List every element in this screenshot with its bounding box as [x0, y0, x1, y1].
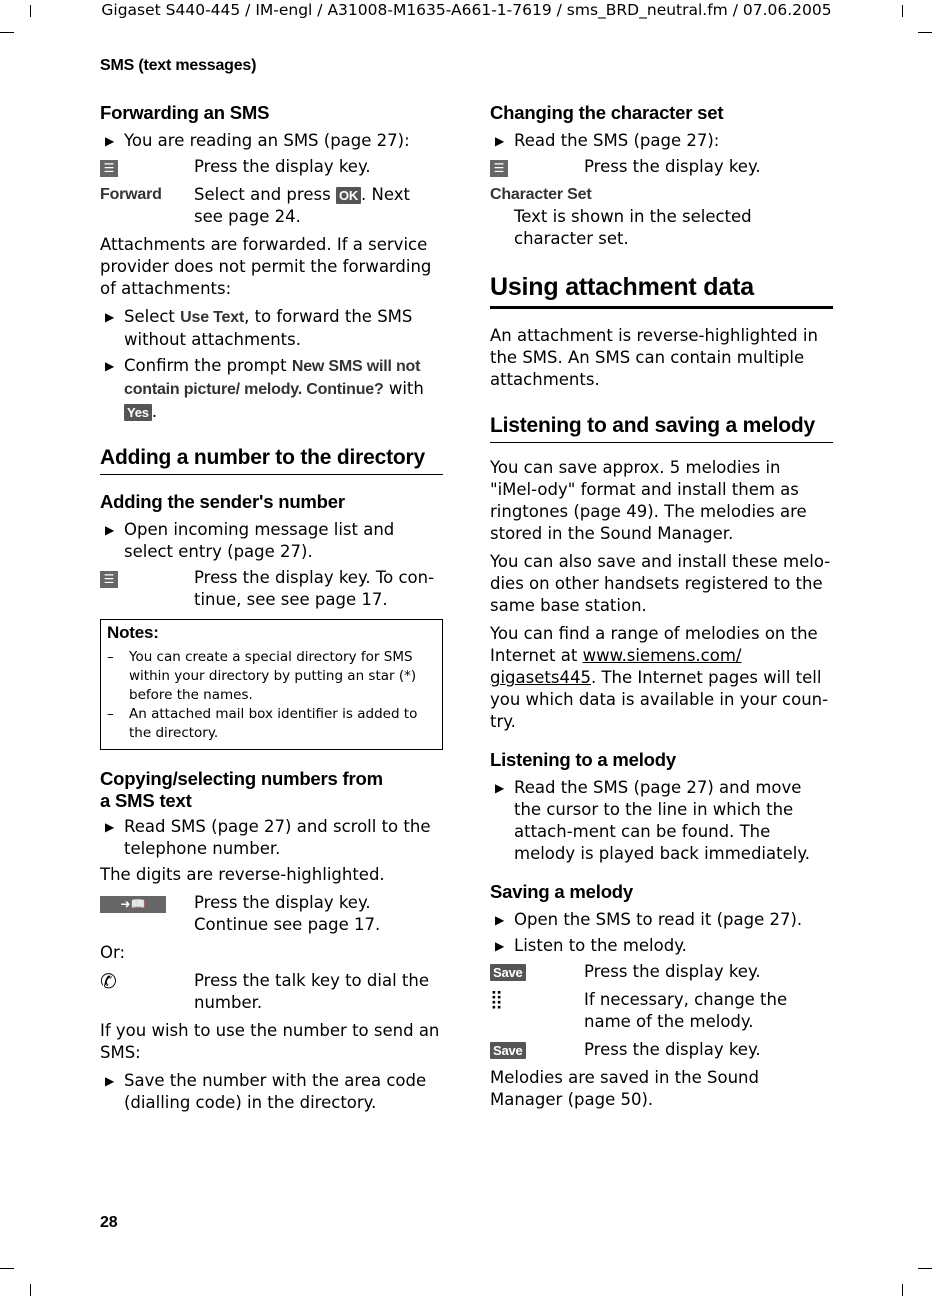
- key-row: ☰ Press the display key.: [490, 156, 833, 178]
- key-row: ☰ Press the display key. To con-tinue, see see page 17.: [100, 567, 443, 611]
- key-row: Save Press the display key.: [490, 961, 833, 983]
- section-title: Forwarding an SMS: [100, 102, 270, 123]
- section-heading: Listening to and saving a melody: [490, 411, 833, 443]
- key-row: ⣿ If necessary, change the name of the melody.: [490, 989, 788, 1031]
- menu-label: Character Set: [490, 186, 592, 203]
- section-title: Changing the character set: [490, 102, 724, 123]
- section-heading: Adding a number to the directory: [100, 443, 443, 475]
- menu-key-icon: ☰: [100, 160, 118, 177]
- page-number: 28: [100, 1214, 118, 1231]
- key-row: Forward Select and press OK . Next see page 24.: [100, 185, 410, 226]
- arrow-icon: ▶: [495, 939, 505, 953]
- paragraph: Attachments are forwarded. If a service provider does not permit the forwarding of attachments:: [100, 235, 432, 298]
- key-row: Save Press the display key.: [490, 1039, 833, 1061]
- menu-label: Forward: [100, 186, 162, 203]
- crop-mark: [0, 32, 14, 33]
- arrow-icon: ▶: [105, 134, 115, 148]
- yes-key: Yes: [124, 404, 152, 421]
- subsection-title: Saving a melody: [490, 881, 633, 902]
- paragraph: Text is shown in the selected character set.: [514, 207, 752, 248]
- siemens-link[interactable]: www.siemens.com/ gigasets445: [490, 646, 742, 687]
- paragraph: If you wish to use the number to send an SMS:: [100, 1021, 440, 1062]
- notes-box: Notes: – You can create a special directory for SMS within your directory by putting an star (*) before the names. – An attached mail box identifier is added to the directory.: [100, 619, 443, 750]
- bullet: ▶ Confirm the prompt New SMS will not contain picture/ melody. Continue? with Yes .: [105, 356, 424, 421]
- paragraph: An attachment is reverse-highlighted in the SMS. An SMS can contain multiple attachments.: [490, 326, 818, 389]
- bullet: ▶ Read the SMS (page 27):: [495, 131, 720, 150]
- subsection-title: Copying/selecting numbers from a SMS text: [100, 768, 383, 811]
- arrow-icon: ▶: [105, 359, 115, 373]
- crop-mark: [30, 1284, 31, 1296]
- paragraph: You can also save and install these melo-dies on other handsets registered to the same base station.: [490, 552, 831, 615]
- crop-mark: [918, 32, 932, 33]
- arrow-icon: ▶: [105, 310, 115, 324]
- paragraph: Or:: [100, 943, 126, 962]
- file-header: Gigaset S440-445 / IM-engl / A31008-M1635-A661-1-7619 / sms_BRD_neutral.fm / 07.06.2005: [101, 1, 832, 19]
- keypad-icon: ⣿: [490, 989, 504, 1010]
- bullet: ▶ Select Use Text, to forward the SMS without attachments.: [105, 307, 413, 349]
- menu-key-icon: ☰: [100, 571, 118, 588]
- crop-mark: [902, 1284, 903, 1296]
- right-column: [490, 100, 833, 1117]
- bullet: ▶ Read SMS (page 27) and scroll to the telephone number.: [105, 817, 431, 858]
- bullet: ▶ You are reading an SMS (page 27):: [105, 131, 410, 150]
- bullet: ▶ Save the number with the area code (dialling code) in the directory.: [105, 1071, 427, 1112]
- talk-key-icon: ✆: [100, 969, 117, 993]
- key-row: ✆ Press the talk key to dial the number.: [100, 969, 429, 1012]
- save-key: Save: [490, 1042, 526, 1059]
- bullet: ▶ Open the SMS to read it (page 27).: [495, 910, 803, 929]
- paragraph: The digits are reverse-highlighted.: [100, 865, 385, 884]
- arrow-icon: ▶: [105, 523, 115, 537]
- bullet: ▶ Open incoming message list and select entry (page 27).: [105, 520, 395, 561]
- bullet: ▶ Read the SMS (page 27) and move the cursor to the line in which the attach-ment can be found. The melody is played back immediately.: [495, 778, 810, 863]
- key-row: ☰ Press the display key.: [100, 156, 443, 178]
- subsection-title: Listening to a melody: [490, 749, 676, 770]
- menu-key-icon: ☰: [490, 160, 508, 177]
- arrow-icon: ▶: [105, 820, 115, 834]
- chapter-heading: Using attachment data: [490, 270, 833, 309]
- crop-mark: [918, 1268, 932, 1269]
- crop-mark: [0, 1268, 14, 1269]
- left-column: [100, 100, 443, 1118]
- arrow-icon: ▶: [495, 781, 505, 795]
- paragraph: You can save approx. 5 melodies in "iMel-ody" format and install them as ringtones (page 49). The melodies are stored in the Sound Manager.: [490, 458, 807, 543]
- subsection-title: Adding the sender's number: [100, 491, 345, 512]
- save-key: Save: [490, 964, 526, 981]
- running-title: SMS (text messages): [100, 57, 257, 74]
- paragraph: Melodies are saved in the Sound Manager (page 50).: [490, 1068, 759, 1109]
- bullet: ▶ Listen to the melody.: [495, 936, 687, 955]
- ok-key: OK: [336, 187, 361, 204]
- directory-key-icon: ➜📖: [100, 896, 166, 913]
- arrow-icon: ▶: [495, 134, 505, 148]
- arrow-icon: ▶: [495, 913, 505, 927]
- arrow-icon: ▶: [105, 1074, 115, 1088]
- paragraph: You can find a range of melodies on the Internet at www.siemens.com/ gigasets445. The Internet pages will tell you which data is available in your coun-try.: [490, 624, 829, 731]
- key-row: ➜📖 Press the display key. Continue see page 17.: [100, 892, 443, 936]
